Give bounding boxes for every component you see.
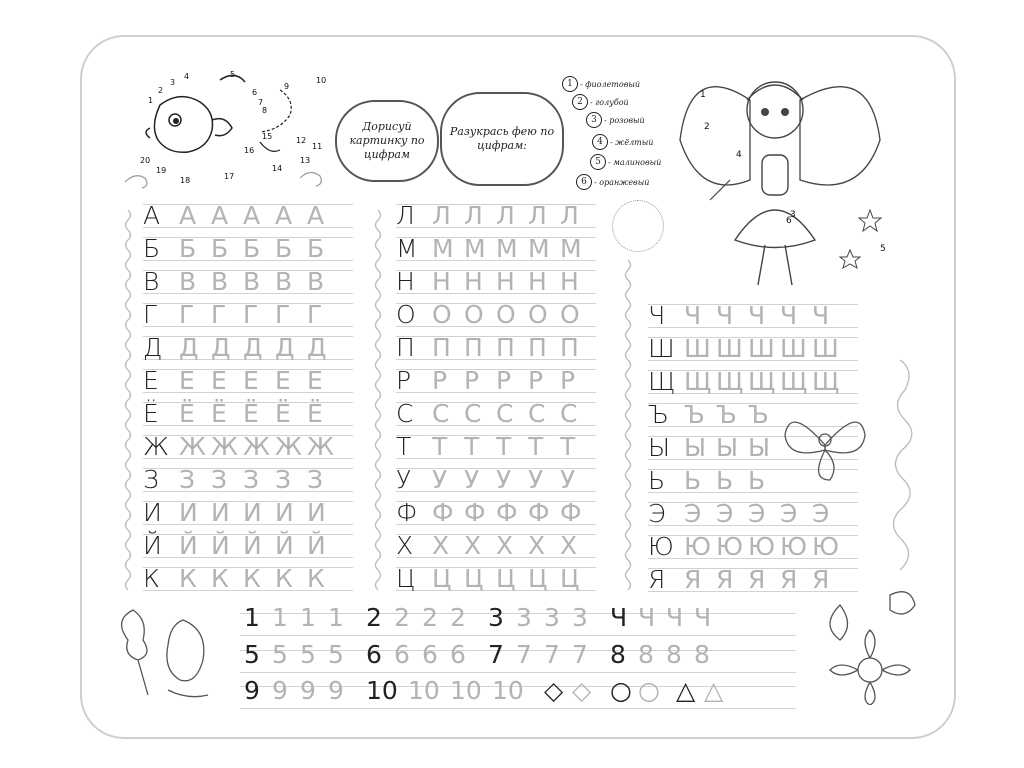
legend-number: 2 — [572, 94, 588, 110]
trace-letter[interactable]: У — [464, 465, 480, 494]
trace-letter[interactable]: Ж — [243, 432, 270, 461]
lead-number: ○ — [610, 676, 632, 705]
trace-letter[interactable]: П — [528, 333, 547, 362]
trace-letter[interactable]: М — [560, 234, 582, 263]
lead-number: 6 — [366, 640, 382, 669]
trace-letter[interactable]: Ч — [748, 301, 766, 330]
trace-letter[interactable]: Т — [464, 432, 480, 461]
trace-letter[interactable]: Й — [275, 531, 294, 560]
legend-label: - розовый — [604, 115, 645, 125]
trace-letter[interactable]: Ф — [432, 498, 454, 527]
trace-letter[interactable]: Д — [307, 333, 327, 362]
trace-letter[interactable]: Ф — [528, 498, 550, 527]
trace-letter[interactable]: Ц — [560, 564, 580, 593]
trace-number[interactable]: Ч — [666, 603, 684, 632]
trace-number[interactable]: 6 — [422, 640, 438, 669]
trace-letter[interactable]: П — [464, 333, 483, 362]
trace-letter[interactable]: Х — [560, 531, 578, 560]
trace-number[interactable]: 2 — [394, 603, 410, 632]
trace-letter[interactable]: Щ — [812, 367, 840, 396]
trace-letter[interactable]: Е — [307, 366, 323, 395]
trace-letter[interactable]: С — [528, 399, 546, 428]
dot-number: 2 — [158, 86, 164, 95]
trace-letter[interactable]: Э — [812, 499, 830, 528]
trace-letter[interactable]: Ъ — [684, 400, 705, 429]
trace-letter[interactable]: Ё — [179, 399, 195, 428]
trace-letter[interactable]: Б — [179, 234, 197, 263]
lead-letter: Я — [648, 565, 666, 594]
trace-number[interactable]: 10 — [408, 676, 440, 705]
dot-number: 4 — [184, 72, 190, 81]
fairy-number: 4 — [736, 150, 742, 160]
dot-number: 7 — [258, 98, 264, 107]
dot-number: 8 — [262, 106, 268, 115]
trace-letter[interactable]: У — [560, 465, 576, 494]
trace-number[interactable]: 9 — [272, 676, 288, 705]
trace-letter[interactable]: Ь — [716, 466, 734, 495]
trace-letter[interactable]: З — [179, 465, 196, 494]
trace-letter[interactable]: А — [179, 201, 197, 230]
lead-letter: Ф — [396, 498, 418, 527]
trace-letter[interactable]: В — [179, 267, 197, 296]
trace-letter[interactable]: Е — [275, 366, 291, 395]
trace-number[interactable]: 9 — [328, 676, 344, 705]
trace-letter[interactable]: Г — [211, 300, 227, 329]
trace-letter[interactable]: Щ — [716, 367, 744, 396]
lead-number: 2 — [366, 603, 382, 632]
trace-letter[interactable]: Х — [528, 531, 546, 560]
trace-letter[interactable]: Ъ — [716, 400, 737, 429]
lead-letter: Х — [396, 531, 414, 560]
trace-letter[interactable]: З — [275, 465, 292, 494]
rule-line — [240, 635, 796, 636]
trace-letter[interactable]: Я — [812, 565, 830, 594]
trace-letter[interactable]: Ъ — [748, 400, 769, 429]
lead-letter: Й — [143, 531, 162, 560]
trace-letter[interactable]: Б — [211, 234, 229, 263]
trace-letter[interactable]: Е — [211, 366, 227, 395]
trace-number[interactable]: 10 — [450, 676, 482, 705]
trace-letter[interactable]: Ё — [275, 399, 291, 428]
rule-line — [240, 708, 796, 709]
trace-letter[interactable]: М — [528, 234, 550, 263]
lead-number: 7 — [488, 640, 504, 669]
trace-letter[interactable]: Ы — [684, 433, 707, 462]
trace-letter[interactable]: Ж — [275, 432, 302, 461]
trace-letter[interactable]: Н — [496, 267, 515, 296]
trace-letter[interactable]: А — [211, 201, 229, 230]
trace-letter[interactable]: С — [496, 399, 514, 428]
trace-letter[interactable]: Ш — [684, 334, 711, 363]
trace-letter[interactable]: Р — [528, 366, 544, 395]
trace-letter[interactable]: Ю — [684, 532, 711, 561]
trace-letter[interactable]: У — [496, 465, 512, 494]
trace-letter[interactable]: Я — [780, 565, 798, 594]
trace-letter[interactable]: К — [243, 564, 261, 593]
lead-number: 1 — [244, 603, 260, 632]
fairy-number: 1 — [700, 90, 706, 100]
trace-letter[interactable]: П — [560, 333, 579, 362]
lead-letter: Г — [143, 300, 157, 329]
trace-letter[interactable]: У — [528, 465, 544, 494]
trace-letter[interactable]: Ш — [716, 334, 743, 363]
trace-number[interactable]: 3 — [516, 603, 532, 632]
trace-letter[interactable]: Х — [432, 531, 450, 560]
trace-letter[interactable]: Р — [432, 366, 448, 395]
trace-letter[interactable]: Ч — [716, 301, 734, 330]
lead-number: Ч — [610, 603, 628, 632]
cloud-text: Дорисуй картинку по цифрам — [349, 119, 425, 162]
trace-number[interactable]: 7 — [516, 640, 532, 669]
trace-letter[interactable]: Д — [179, 333, 199, 362]
trace-number[interactable]: 2 — [422, 603, 438, 632]
lead-number: 10 — [366, 676, 398, 705]
lead-letter: Ч — [648, 301, 666, 330]
trace-letter[interactable]: Н — [528, 267, 547, 296]
trace-letter[interactable]: Э — [684, 499, 702, 528]
trace-letter[interactable]: Н — [464, 267, 483, 296]
trace-letter[interactable]: Е — [179, 366, 195, 395]
trace-letter[interactable]: А — [243, 201, 261, 230]
trace-letter[interactable]: Л — [432, 201, 451, 230]
dot-number: 13 — [300, 156, 311, 165]
trace-letter[interactable]: Т — [432, 432, 448, 461]
trace-letter[interactable]: Ю — [748, 532, 775, 561]
dot-number: 9 — [284, 82, 290, 91]
trace-letter[interactable]: О — [432, 300, 452, 329]
trace-letter[interactable]: Э — [748, 499, 766, 528]
legend-number: 6 — [576, 174, 592, 190]
fairy-number: 2 — [704, 122, 710, 132]
dot-number: 15 — [262, 132, 273, 141]
trace-letter[interactable]: К — [179, 564, 197, 593]
trace-number[interactable]: 5 — [272, 640, 288, 669]
lead-letter: Э — [648, 499, 666, 528]
lead-number: △ — [676, 676, 696, 705]
dot-number: 20 — [140, 156, 151, 165]
lead-letter: Л — [396, 201, 415, 230]
trace-letter[interactable]: И — [211, 498, 230, 527]
lead-letter: П — [396, 333, 415, 362]
trace-number[interactable]: 6 — [450, 640, 466, 669]
lead-letter: Б — [143, 234, 161, 263]
trace-letter[interactable]: З — [211, 465, 228, 494]
dot-number: 19 — [156, 166, 167, 175]
trace-letter[interactable]: Л — [496, 201, 515, 230]
trace-letter[interactable]: Ш — [748, 334, 775, 363]
trace-letter[interactable]: З — [307, 465, 324, 494]
trace-letter[interactable]: Д — [211, 333, 231, 362]
trace-number[interactable]: Ч — [694, 603, 712, 632]
lead-letter: Е — [143, 366, 159, 395]
trace-letter[interactable]: Г — [307, 300, 323, 329]
trace-letter[interactable]: Ы — [716, 433, 739, 462]
trace-number[interactable]: △ — [704, 676, 724, 705]
lead-letter: И — [143, 498, 162, 527]
trace-letter[interactable]: Ф — [496, 498, 518, 527]
trace-letter[interactable]: Я — [716, 565, 734, 594]
trace-letter[interactable]: К — [307, 564, 325, 593]
lead-number: ◇ — [544, 676, 564, 705]
fairy-number: 6 — [786, 216, 792, 226]
trace-number[interactable]: ○ — [638, 676, 660, 705]
trace-letter[interactable]: Ь — [748, 466, 766, 495]
dot-number: 6 — [252, 88, 258, 97]
trace-number[interactable]: 2 — [450, 603, 466, 632]
lead-letter: Ь — [648, 466, 666, 495]
dot-number: 16 — [244, 146, 255, 155]
trace-letter[interactable]: Б — [307, 234, 325, 263]
trace-letter[interactable]: Й — [179, 531, 198, 560]
trace-letter[interactable]: Р — [560, 366, 576, 395]
lead-number: 8 — [610, 640, 626, 669]
trace-letter[interactable]: Э — [780, 499, 798, 528]
trace-number[interactable]: 8 — [638, 640, 654, 669]
fairy-number: 5 — [880, 244, 886, 254]
trace-letter[interactable]: Т — [496, 432, 512, 461]
lead-number: 5 — [244, 640, 260, 669]
cloud-text: Разукрась фею по цифрам: — [449, 124, 555, 152]
dot-number: 5 — [230, 70, 236, 79]
trace-letter[interactable]: Й — [211, 531, 230, 560]
trace-letter[interactable]: М — [464, 234, 486, 263]
trace-letter[interactable]: Ч — [812, 301, 830, 330]
trace-letter[interactable]: О — [464, 300, 484, 329]
trace-letter[interactable]: В — [211, 267, 229, 296]
dot-number: 11 — [312, 142, 323, 151]
trace-number[interactable]: 5 — [300, 640, 316, 669]
trace-letter[interactable]: Ё — [211, 399, 227, 428]
lead-letter: Ё — [143, 399, 159, 428]
trace-number[interactable]: 6 — [394, 640, 410, 669]
trace-letter[interactable]: А — [275, 201, 293, 230]
trace-letter[interactable]: Х — [464, 531, 482, 560]
trace-letter[interactable]: К — [275, 564, 293, 593]
dot-number: 18 — [180, 176, 191, 185]
lead-letter: З — [143, 465, 159, 494]
legend-label: - оранжевый — [594, 177, 650, 187]
trace-letter[interactable]: Ё — [243, 399, 259, 428]
lead-letter: Щ — [648, 367, 676, 396]
trace-letter[interactable]: Г — [179, 300, 195, 329]
legend-label: - жёлтый — [610, 137, 654, 147]
trace-number[interactable]: 10 — [492, 676, 524, 705]
trace-letter[interactable]: С — [464, 399, 482, 428]
trace-number[interactable]: 8 — [694, 640, 710, 669]
dot-number: 14 — [272, 164, 283, 173]
trace-number[interactable]: Ч — [638, 603, 656, 632]
trace-letter[interactable]: Р — [496, 366, 512, 395]
trace-letter[interactable]: А — [307, 201, 325, 230]
trace-letter[interactable]: Л — [464, 201, 483, 230]
trace-letter[interactable]: Ф — [464, 498, 486, 527]
dot-number: 10 — [316, 76, 327, 85]
trace-letter[interactable]: Ш — [812, 334, 839, 363]
trace-number[interactable]: 3 — [572, 603, 588, 632]
trace-letter[interactable]: Т — [528, 432, 544, 461]
lead-letter: О — [396, 300, 416, 329]
trace-number[interactable]: 7 — [544, 640, 560, 669]
trace-letter[interactable]: Х — [496, 531, 514, 560]
trace-letter[interactable]: Я — [748, 565, 766, 594]
trace-letter[interactable]: Н — [432, 267, 451, 296]
lead-letter: Ы — [648, 433, 671, 462]
trace-letter[interactable]: Ш — [780, 334, 807, 363]
trace-letter[interactable]: Ф — [560, 498, 582, 527]
lead-letter: Ж — [143, 432, 169, 461]
trace-number[interactable]: 9 — [300, 676, 316, 705]
trace-letter[interactable]: Д — [275, 333, 295, 362]
trace-letter[interactable]: Ц — [432, 564, 452, 593]
dot-number: 1 — [148, 96, 154, 105]
trace-number[interactable]: 1 — [300, 603, 316, 632]
trace-letter[interactable]: Ы — [748, 433, 771, 462]
fairy-number: 3 — [790, 210, 796, 220]
trace-letter[interactable]: Щ — [780, 367, 808, 396]
trace-number[interactable]: 3 — [544, 603, 560, 632]
trace-letter[interactable]: Ю — [780, 532, 807, 561]
trace-letter[interactable]: О — [560, 300, 580, 329]
lead-letter: Ю — [648, 532, 674, 561]
trace-letter[interactable]: Й — [243, 531, 262, 560]
trace-letter[interactable]: В — [243, 267, 261, 296]
trace-letter[interactable]: Л — [528, 201, 547, 230]
trace-number[interactable]: 5 — [328, 640, 344, 669]
lead-letter: В — [143, 267, 160, 296]
trace-number[interactable]: 1 — [272, 603, 288, 632]
trace-letter[interactable]: Ю — [812, 532, 839, 561]
trace-letter[interactable]: Б — [243, 234, 261, 263]
trace-letter[interactable]: К — [211, 564, 229, 593]
trace-letter[interactable]: В — [307, 267, 325, 296]
trace-letter[interactable]: Ж — [307, 432, 334, 461]
trace-letter[interactable]: Ь — [684, 466, 702, 495]
trace-letter[interactable]: И — [243, 498, 262, 527]
trace-letter[interactable]: Ж — [211, 432, 238, 461]
trace-letter[interactable]: И — [275, 498, 294, 527]
dot-number: 12 — [296, 136, 307, 145]
lead-letter: Д — [143, 333, 163, 362]
trace-letter[interactable]: О — [528, 300, 548, 329]
trace-letter[interactable]: Л — [560, 201, 579, 230]
trace-letter[interactable]: Г — [243, 300, 259, 329]
trace-letter[interactable]: Т — [560, 432, 576, 461]
trace-letter[interactable]: Щ — [684, 367, 712, 396]
trace-number[interactable]: 8 — [666, 640, 682, 669]
lead-letter: Т — [396, 432, 412, 461]
legend-number: 5 — [590, 154, 606, 170]
lead-number: 3 — [488, 603, 504, 632]
trace-letter[interactable]: И — [179, 498, 198, 527]
trace-letter[interactable]: Ч — [780, 301, 798, 330]
trace-letter[interactable]: И — [307, 498, 326, 527]
trace-letter[interactable]: Б — [275, 234, 293, 263]
trace-letter[interactable]: П — [496, 333, 515, 362]
dot-number: 3 — [170, 78, 176, 87]
dot-number: 17 — [224, 172, 235, 181]
trace-letter[interactable]: В — [275, 267, 293, 296]
lead-letter: Р — [396, 366, 412, 395]
lead-letter: У — [396, 465, 412, 494]
trace-letter[interactable]: Г — [275, 300, 291, 329]
lead-letter: А — [143, 201, 161, 230]
trace-letter[interactable]: Ч — [684, 301, 702, 330]
trace-number[interactable]: 7 — [572, 640, 588, 669]
lead-letter: М — [396, 234, 418, 263]
lead-letter: Ш — [648, 334, 675, 363]
lead-letter: С — [396, 399, 414, 428]
trace-letter[interactable]: М — [432, 234, 454, 263]
trace-letter[interactable]: О — [496, 300, 516, 329]
trace-letter[interactable]: У — [432, 465, 448, 494]
trace-letter[interactable]: Я — [684, 565, 702, 594]
trace-letter[interactable]: З — [243, 465, 260, 494]
trace-letter[interactable]: Ё — [307, 399, 323, 428]
trace-letter[interactable]: Э — [716, 499, 734, 528]
trace-letter[interactable]: Ю — [716, 532, 743, 561]
trace-letter[interactable]: Ц — [496, 564, 516, 593]
trace-letter[interactable]: С — [432, 399, 450, 428]
trace-letter[interactable]: Е — [243, 366, 259, 395]
lead-letter: Ц — [396, 564, 416, 593]
trace-letter[interactable]: Й — [307, 531, 326, 560]
legend-number: 1 — [562, 76, 578, 92]
trace-letter[interactable]: Н — [560, 267, 579, 296]
trace-number[interactable]: ◇ — [572, 676, 592, 705]
lead-letter: К — [143, 564, 160, 593]
trace-letter[interactable]: М — [496, 234, 518, 263]
legend-label: - фиолетовый — [580, 79, 641, 89]
trace-number[interactable]: 1 — [328, 603, 344, 632]
trace-letter[interactable]: Ж — [179, 432, 206, 461]
lead-number: 9 — [244, 676, 260, 705]
rule-line — [240, 672, 796, 673]
lead-letter: Ъ — [648, 400, 669, 429]
trace-letter[interactable]: Ц — [528, 564, 548, 593]
trace-letter[interactable]: Д — [243, 333, 263, 362]
trace-letter[interactable]: Ц — [464, 564, 484, 593]
trace-letter[interactable]: Р — [464, 366, 480, 395]
trace-letter[interactable]: С — [560, 399, 578, 428]
legend-number: 4 — [592, 134, 608, 150]
lead-letter: Н — [396, 267, 415, 296]
trace-letter[interactable]: П — [432, 333, 451, 362]
legend-label: - малиновый — [608, 157, 662, 167]
legend-number: 3 — [586, 112, 602, 128]
trace-letter[interactable]: Щ — [748, 367, 776, 396]
legend-label: - голубой — [590, 97, 629, 107]
